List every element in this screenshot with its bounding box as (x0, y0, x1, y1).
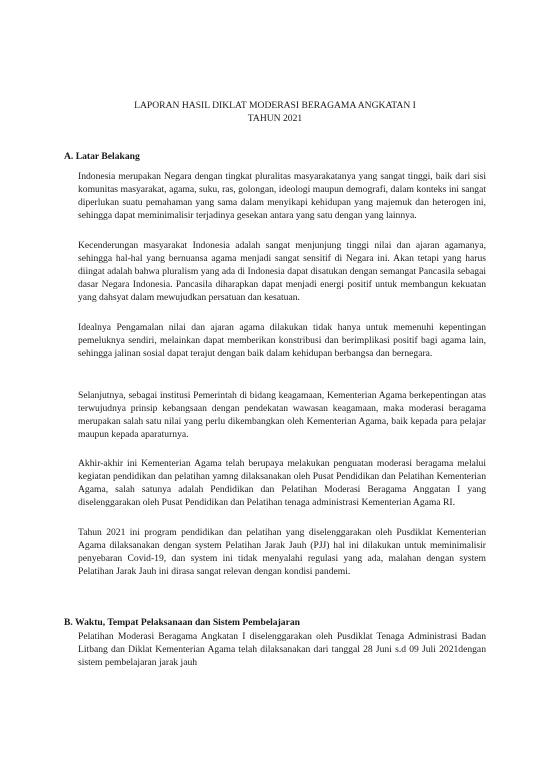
title-line-2: TAHUN 2021 (247, 113, 303, 124)
title-line-1: LAPORAN HASIL DIKLAT MODERASI BERAGAMA ANGKATAN I (134, 100, 416, 111)
section-a-heading: A. Latar Belakang (64, 151, 140, 162)
section-a-paragraph-2: Kecenderungan masyarakat Indonesia adalah sangat menjunjung tinggi nilai dan ajaran agamanya, sehingga hal-hal yang bernuansa agama menjadi sangat sensitif di Negara ini. Akan tetapi yang harus diingat adalah bahwa pluralism yang ada di Indonesia dapat disatukan dengan semangat Pancasila sebagai dasar Negara Indonesia. Pancasila diharapkan dapat menjadi energi positif untuk membangun kekuatan yang dahsyat dalam mewujudkan persatuan dan kesatuan. (78, 240, 486, 303)
section-b-heading: B. Waktu, Tempat Pelaksanaan dan Sistem Pembelajaran (64, 617, 300, 628)
section-a-paragraph-1: Indonesia merupakan Negara dengan tingkat pluralitas masyarakatanya yang sangat tinggi, baik dari sisi komunitas masyarakat, agama, suku, ras, golongan, ideologi maupun demografi, dalam konteks ini sangat diperlukan suatu pemahaman yang sama dalam menyikapi kehidupan yang majemuk dan heterogen ini, sehingga dapat meminimalisir terjadinya gesekan antara yang satu dengan yang lainnya. (78, 171, 486, 221)
section-a-paragraph-6: Tahun 2021 ini program pendidikan dan pelatihan yang diselenggarakan oleh Pusdiklat Kementerian Agama dilaksanakan dengan system Pelatihan Jarak Jauh (PJJ) hal ini dilakukan untuk meminimalisir penyebaran Covid-19, dan system ini tidak menyalahi regulasi yang ada, malahan dengan system Pelatihan Jarak Jauh ini dirasa sangat relevan dengan kondisi pandemi. (78, 527, 486, 577)
section-a-paragraph-5: Akhir-akhir ini Kementerian Agama telah berupaya melakukan penguatan moderasi beragama melalui kegiatan pendidikan dan pelatihan yamng dilaksanakan oleh Pusat Pendidikan dan Pelatihan Kementerian Agama, salah satunya adalah Pendidikan dan Pelatihan Moderasi Beragama Anggatan I yang diselenggarakan oleh Pusat Pendidikan dan Pelatihan tenaga administrasi Kementerian Agama RI. (78, 458, 486, 508)
section-b-paragraph-1: Pelatihan Moderasi Beragama Angkatan I diselenggarakan oleh Pusdiklat Tenaga Administrasi Badan Litbang dan Diklat Kementerian Agama telah dilaksanakan dari tanggal 28 Juni s.d 09 Juli 2021dengan sistem pembelajaran jarak jauh (78, 631, 486, 668)
document-title (60, 99, 490, 125)
section-a-paragraph-3: Idealnya Pengamalan nilai dan ajaran agama dilakukan tidak hanya untuk memenuhi kepentingan pemeluknya sendiri, melainkan dapat memberikan konstribusi dan berimplikasi positif bagi agama lain, sehingga jalinan sosial dapat terajut dengan baik dalam kehidupan berbangsa dan bernegara. (78, 322, 486, 359)
section-a-paragraph-4: Selanjutnya, sebagai institusi Pemerintah di bidang keagamaan, Kementerian Agama berkepentingan atas terwujudnya prinsip kebangsaan dengan pendekatan wawasan keagamaan, maka moderasi beragama merupakan salah satu nilai yang perlu dikembangkan oleh Kementerian Agama, baik kepada para pelajar maupun kepada aparaturnya. (78, 390, 486, 440)
